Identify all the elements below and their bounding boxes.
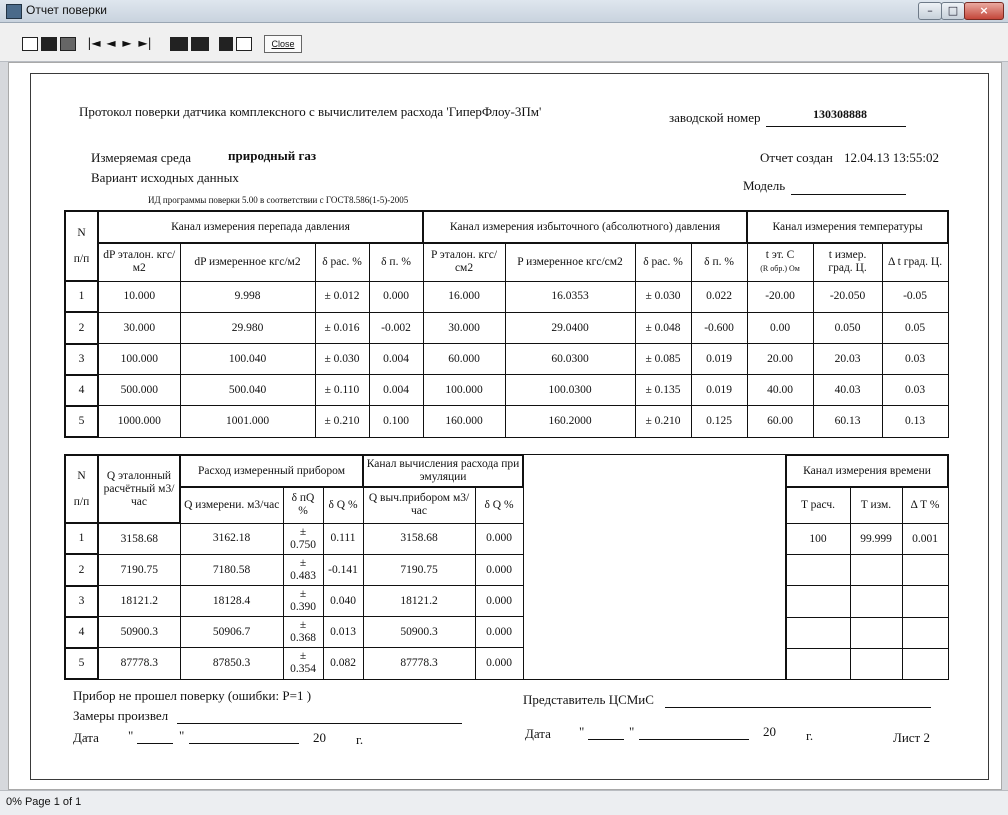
table-cell: ± 0.048 xyxy=(635,312,691,343)
date-month-line xyxy=(189,728,299,744)
table-cell: 30.000 xyxy=(98,312,180,343)
flow-group-meas: Расход измеренный прибором xyxy=(180,455,363,487)
table-cell: 3 xyxy=(65,586,98,617)
table-cell: 4 xyxy=(65,375,98,406)
pressure-row xyxy=(65,312,948,343)
table-cell: 40.00 xyxy=(747,375,813,406)
table-cell: 60.0300 xyxy=(505,344,635,375)
table-cell: 0.019 xyxy=(691,344,747,375)
table-cell: 0.004 xyxy=(369,375,423,406)
report-viewport[interactable] xyxy=(8,62,1002,790)
table-cell xyxy=(786,617,850,648)
table-cell: 0.111 xyxy=(323,523,363,554)
table-cell xyxy=(902,555,948,586)
next-page-icon[interactable]: ► xyxy=(122,36,132,50)
table-cell: ± 0.016 xyxy=(315,312,369,343)
table-cell: 0.004 xyxy=(369,344,423,375)
flow-col-qref: Q эталонный расчётный м3/час xyxy=(98,455,180,523)
table-cell: 3158.68 xyxy=(98,523,180,554)
table-cell: 60.13 xyxy=(813,406,882,437)
table-cell xyxy=(786,555,850,586)
flow-header-n: N п/п xyxy=(65,455,98,523)
table-cell: ± 0.750 xyxy=(283,523,323,554)
table-cell: 5 xyxy=(65,648,98,679)
table-cell: ± 0.390 xyxy=(283,586,323,617)
table-cell: 87778.3 xyxy=(98,648,180,679)
header-p-group: Канал измерения избыточного (абсолютного) давления xyxy=(423,211,747,243)
table-cell: 10.000 xyxy=(98,281,180,312)
table-cell: 0.001 xyxy=(902,523,948,554)
table-cell: 500.040 xyxy=(180,375,315,406)
flow-row xyxy=(65,523,523,554)
table-cell: 7180.58 xyxy=(180,554,283,585)
table-cell: 7190.75 xyxy=(98,554,180,585)
flow-col-dq: δ Q % xyxy=(323,487,363,523)
table-cell: 0.022 xyxy=(691,281,747,312)
sheet-number: Лист 2 xyxy=(893,730,930,745)
representative-line xyxy=(665,692,931,708)
time-row xyxy=(786,586,948,617)
table-cell: 100.000 xyxy=(98,344,180,375)
flow-col-qmeas: Q измерени. м3/час xyxy=(180,487,283,523)
close-window-button[interactable]: × xyxy=(964,2,1004,20)
table-cell: 40.03 xyxy=(813,375,882,406)
minimize-button[interactable]: – xyxy=(918,2,942,20)
time-group: Канал измерения времени xyxy=(786,455,948,487)
table-cell: 0.100 xyxy=(369,406,423,437)
table-cell: 87778.3 xyxy=(363,648,475,679)
header-dp-group: Канал измерения перепада давления xyxy=(98,211,423,243)
save-icon[interactable] xyxy=(219,37,233,51)
flow-group-row xyxy=(65,455,523,487)
export-icon[interactable] xyxy=(236,37,252,51)
col-t-meas: t измер. град. Ц. xyxy=(813,243,882,281)
date-quote-4: " xyxy=(629,724,635,739)
flow-table xyxy=(64,454,524,680)
table-cell xyxy=(902,586,948,617)
time-col-delta: Δ T % xyxy=(902,487,948,523)
col-dp-calc: δ рас. % xyxy=(315,243,369,281)
time-row xyxy=(786,523,948,554)
time-row xyxy=(786,648,948,679)
table-cell: 0.03 xyxy=(882,375,948,406)
model-underline xyxy=(791,178,906,195)
col-dp-ref: dP эталон. кгс/м2 xyxy=(98,243,180,281)
single-page-view-icon[interactable] xyxy=(22,37,38,51)
table-cell: 0.019 xyxy=(691,375,747,406)
table-cell: 0.040 xyxy=(323,586,363,617)
table-cell: ± 0.354 xyxy=(283,648,323,679)
time-body xyxy=(786,523,948,679)
time-col-meas: T изм. xyxy=(850,487,902,523)
pressure-row xyxy=(65,406,948,437)
year-suffix-left: г. xyxy=(356,732,364,747)
col-dp-meas: dP измеренное кгс/м2 xyxy=(180,243,315,281)
table-cell: 500.000 xyxy=(98,375,180,406)
table-cell: 2 xyxy=(65,554,98,585)
print-setup-icon[interactable] xyxy=(191,37,209,51)
program-note: ИД программы поверки 5.00 в соответствии с ГОСТ8.586(1-5)-2005 xyxy=(148,195,409,205)
table-cell: 20.03 xyxy=(813,344,882,375)
table-cell: 1001.000 xyxy=(180,406,315,437)
pressure-row xyxy=(65,281,948,312)
col-dp-err: δ п. % xyxy=(369,243,423,281)
table-cell: ± 0.012 xyxy=(315,281,369,312)
col-p-meas: P измеренное кгс/см2 xyxy=(505,243,635,281)
pressure-header-row xyxy=(65,243,948,281)
flow-row xyxy=(65,617,523,648)
table-cell xyxy=(850,617,902,648)
flow-col-dq2: δ Q % xyxy=(475,487,523,523)
measured-by-line xyxy=(177,708,462,724)
table-cell: 100.000 xyxy=(423,375,505,406)
table-cell: 0.05 xyxy=(882,312,948,343)
table-cell: 30.000 xyxy=(423,312,505,343)
table-cell: 0.050 xyxy=(813,312,882,343)
table-cell xyxy=(850,586,902,617)
flow-col-qcalc: Q выч.прибором м3/час xyxy=(363,487,475,523)
table-cell: 99.999 xyxy=(850,523,902,554)
flow-blank-area xyxy=(522,454,786,680)
table-cell: 0.000 xyxy=(369,281,423,312)
flow-body xyxy=(65,523,523,679)
table-cell: -20.00 xyxy=(747,281,813,312)
flow-row xyxy=(65,648,523,679)
two-page-view-icon[interactable] xyxy=(41,37,57,51)
table-cell: ± 0.110 xyxy=(315,375,369,406)
table-cell xyxy=(786,648,850,679)
table-cell: 60.000 xyxy=(423,344,505,375)
serial-value: 130308888 xyxy=(813,107,867,121)
table-cell: 7190.75 xyxy=(363,554,475,585)
window-title: Отчет поверки xyxy=(26,3,107,17)
table-cell: 0.03 xyxy=(882,344,948,375)
col-p-ref: P эталон. кгс/см2 xyxy=(423,243,505,281)
table-cell: 0.000 xyxy=(475,617,523,648)
time-row xyxy=(786,555,948,586)
table-cell: 4 xyxy=(65,617,98,648)
table-cell: 3162.18 xyxy=(180,523,283,554)
status-bar xyxy=(0,790,1008,815)
report-page xyxy=(30,73,989,780)
table-cell: 3 xyxy=(65,344,98,375)
table-cell: 16.000 xyxy=(423,281,505,312)
time-table xyxy=(785,454,949,680)
table-cell: 0.00 xyxy=(747,312,813,343)
preview-toolbar xyxy=(0,23,1008,62)
flow-row xyxy=(65,554,523,585)
date-label-left: Дата xyxy=(73,730,99,745)
table-cell: 100.0300 xyxy=(505,375,635,406)
model-label: Модель xyxy=(743,178,786,193)
pressure-row xyxy=(65,375,948,406)
table-cell: 160.2000 xyxy=(505,406,635,437)
table-cell: ± 0.210 xyxy=(635,406,691,437)
table-cell xyxy=(850,648,902,679)
date-month-line-right xyxy=(639,724,749,740)
table-cell: 50900.3 xyxy=(363,617,475,648)
time-group-row xyxy=(786,455,948,487)
last-page-icon[interactable]: ►| xyxy=(138,36,152,50)
table-cell: 1000.000 xyxy=(98,406,180,437)
table-cell: 1 xyxy=(65,281,98,312)
year-prefix-left: 20 xyxy=(313,730,326,745)
table-cell: ± 0.030 xyxy=(315,344,369,375)
measured-by-label: Замеры произвел xyxy=(73,708,169,723)
table-cell: 9.998 xyxy=(180,281,315,312)
table-cell: 20.00 xyxy=(747,344,813,375)
header-t-group: Канал измерения температуры xyxy=(747,211,948,243)
table-cell: 0.13 xyxy=(882,406,948,437)
table-cell: 0.013 xyxy=(323,617,363,648)
table-cell xyxy=(850,555,902,586)
table-cell: 5 xyxy=(65,406,98,437)
representative-label: Представитель ЦСМиС xyxy=(523,692,654,707)
table-cell: 3158.68 xyxy=(363,523,475,554)
created-value: 12.04.13 13:55:02 xyxy=(844,150,939,165)
table-cell: 0.000 xyxy=(475,554,523,585)
variant-label: Вариант исходных данных xyxy=(91,170,239,185)
verification-result: Прибор не прошел поверку (ошибки: P=1 ) xyxy=(73,688,312,703)
date-label-right: Дата xyxy=(525,726,551,741)
table-cell: 0.082 xyxy=(323,648,363,679)
year-suffix-right: г. xyxy=(806,728,814,743)
table-cell: ± 0.135 xyxy=(635,375,691,406)
pressure-group-row xyxy=(65,211,948,243)
table-cell: 18121.2 xyxy=(363,586,475,617)
status-text: 0% Page 1 of 1 xyxy=(6,796,82,808)
table-cell: 0.000 xyxy=(475,648,523,679)
col-t-delta: Δ t град. Ц. xyxy=(882,243,948,281)
table-cell xyxy=(902,648,948,679)
medium-label: Измеряемая среда xyxy=(91,150,191,165)
close-preview-button[interactable]: Close xyxy=(264,35,302,53)
table-cell: ± 0.210 xyxy=(315,406,369,437)
first-page-icon[interactable]: |◄ xyxy=(87,36,101,50)
table-cell: -0.002 xyxy=(369,312,423,343)
print-icon[interactable] xyxy=(170,37,188,51)
table-cell: 29.980 xyxy=(180,312,315,343)
medium-value: природный газ xyxy=(228,148,317,163)
table-cell: ± 0.483 xyxy=(283,554,323,585)
table-cell: 50900.3 xyxy=(98,617,180,648)
time-header-row xyxy=(786,487,948,523)
app-icon xyxy=(6,4,22,19)
prev-page-icon[interactable]: ◄ xyxy=(106,36,116,50)
maximize-button[interactable]: □ xyxy=(941,2,965,20)
table-cell: ± 0.368 xyxy=(283,617,323,648)
window-titlebar xyxy=(0,0,1008,23)
flow-group-emul: Канал вычисления расхода при эмуляции xyxy=(363,455,523,487)
header-n: N п/п xyxy=(65,211,98,281)
table-cell: ± 0.085 xyxy=(635,344,691,375)
flow-col-dpq: δ пQ % xyxy=(283,487,323,523)
multi-page-view-icon[interactable] xyxy=(60,37,76,51)
table-cell: 18121.2 xyxy=(98,586,180,617)
table-cell: -0.05 xyxy=(882,281,948,312)
year-prefix-right: 20 xyxy=(763,724,776,739)
table-cell: -0.141 xyxy=(323,554,363,585)
table-cell: 100 xyxy=(786,523,850,554)
table-cell xyxy=(786,586,850,617)
date-quote-1: " xyxy=(128,728,134,743)
pressure-row xyxy=(65,344,948,375)
col-p-calc: δ рас. % xyxy=(635,243,691,281)
table-cell: 0.000 xyxy=(475,586,523,617)
table-cell: 100.040 xyxy=(180,344,315,375)
table-cell: 0.000 xyxy=(475,523,523,554)
table-cell: 2 xyxy=(65,312,98,343)
date-day-line-right xyxy=(588,724,624,740)
created-label: Отчет создан xyxy=(760,150,833,165)
flow-row xyxy=(65,586,523,617)
table-cell: 1 xyxy=(65,523,98,554)
col-t-ref: t эт. C (R обр.) Ом xyxy=(747,243,813,281)
table-cell: 60.00 xyxy=(747,406,813,437)
table-cell: 87850.3 xyxy=(180,648,283,679)
table-cell: 0.125 xyxy=(691,406,747,437)
col-p-err: δ п. % xyxy=(691,243,747,281)
table-cell: 18128.4 xyxy=(180,586,283,617)
table-cell: 29.0400 xyxy=(505,312,635,343)
time-row xyxy=(786,617,948,648)
pressure-body xyxy=(65,281,948,437)
pressure-table xyxy=(64,210,949,438)
table-cell: -0.600 xyxy=(691,312,747,343)
table-cell xyxy=(902,617,948,648)
report-heading: Протокол поверки датчика комплексного с вычислителем расхода 'ГиперФлоу-3Пм' xyxy=(79,104,542,119)
date-quote-2: " xyxy=(179,728,185,743)
table-cell: 160.000 xyxy=(423,406,505,437)
table-cell: 50906.7 xyxy=(180,617,283,648)
date-quote-3: " xyxy=(579,724,585,739)
table-cell: 16.0353 xyxy=(505,281,635,312)
time-col-calc: T расч. xyxy=(786,487,850,523)
serial-label: заводской номер xyxy=(669,110,761,125)
table-cell: -20.050 xyxy=(813,281,882,312)
table-cell: ± 0.030 xyxy=(635,281,691,312)
date-day-line xyxy=(137,728,173,744)
